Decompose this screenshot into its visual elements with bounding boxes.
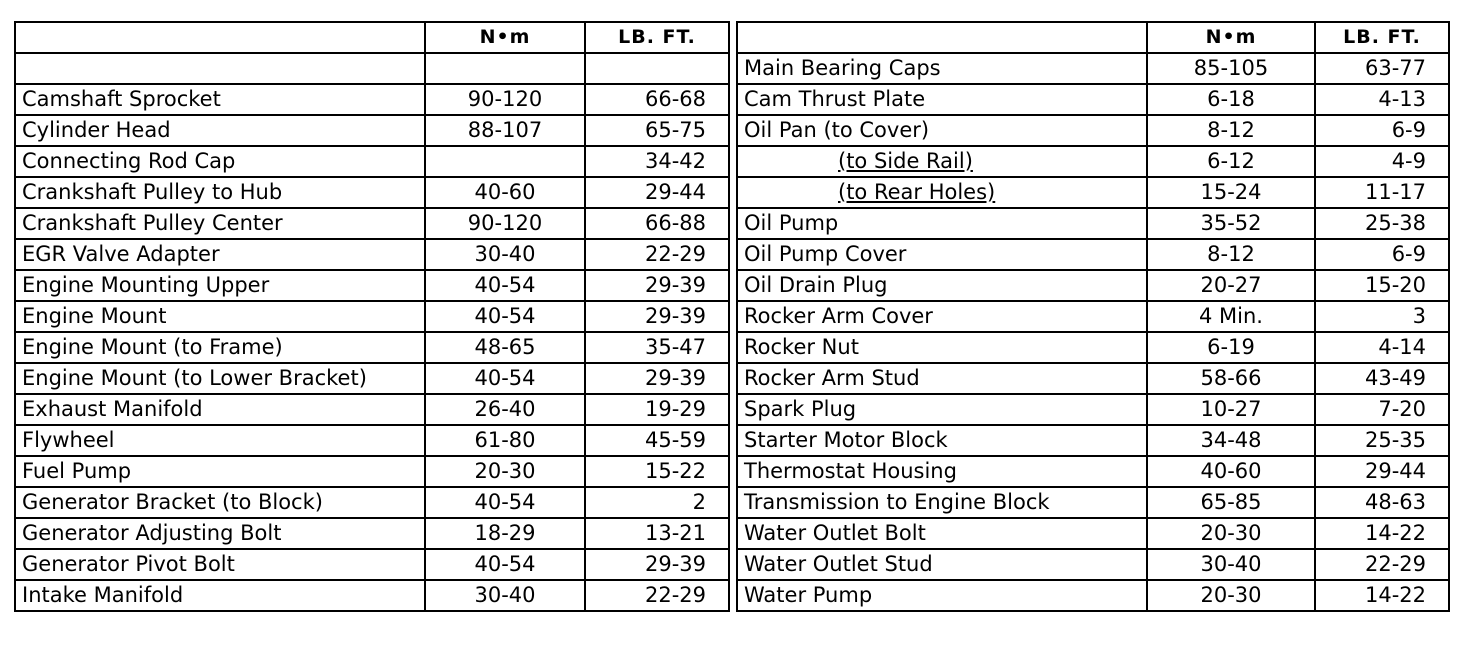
component-cell <box>15 53 425 84</box>
component-cell: Exhaust Manifold <box>15 394 425 425</box>
table-row <box>15 363 729 394</box>
component-cell: Engine Mount <box>15 301 425 332</box>
table-row <box>15 549 729 580</box>
component-cell: Intake Manifold <box>15 580 425 611</box>
lbft-cell: 4-9 <box>1315 146 1449 177</box>
lbft-cell: 66-88 <box>585 208 729 239</box>
lbft-cell: 29-44 <box>585 177 729 208</box>
lbft-cell: 6-9 <box>1315 239 1449 270</box>
table-row <box>15 177 729 208</box>
lbft-cell: 29-39 <box>585 270 729 301</box>
lbft-cell: 25-38 <box>1315 208 1449 239</box>
table-row <box>737 549 1449 580</box>
component-cell: Spark Plug <box>737 394 1147 425</box>
component-cell: Engine Mount (to Lower Bracket) <box>15 363 425 394</box>
nm-cell: 20-30 <box>425 456 585 487</box>
table-row <box>15 239 729 270</box>
lbft-cell: 29-44 <box>1315 456 1449 487</box>
lbft-header: LB. FT. <box>585 22 729 53</box>
nm-cell: 40-54 <box>425 549 585 580</box>
nm-cell: 20-30 <box>1147 518 1315 549</box>
nm-cell: 40-54 <box>425 487 585 518</box>
component-cell: EGR Valve Adapter <box>15 239 425 270</box>
lbft-cell: 6-9 <box>1315 115 1449 146</box>
table-row <box>15 84 729 115</box>
nm-cell: 40-54 <box>425 363 585 394</box>
lbft-cell: 29-39 <box>585 549 729 580</box>
nm-cell: 58-66 <box>1147 363 1315 394</box>
component-cell: Engine Mounting Upper <box>15 270 425 301</box>
nm-cell: 20-30 <box>1147 580 1315 611</box>
nm-cell: 88-107 <box>425 115 585 146</box>
component-cell: Rocker Arm Cover <box>737 301 1147 332</box>
table-row <box>737 456 1449 487</box>
lbft-cell: 2 <box>585 487 729 518</box>
lbft-cell: 19-29 <box>585 394 729 425</box>
lbft-cell: 48-63 <box>1315 487 1449 518</box>
lbft-cell: 22-29 <box>585 580 729 611</box>
table-row <box>737 146 1449 177</box>
nm-cell: 15-24 <box>1147 177 1315 208</box>
nm-cell: 20-27 <box>1147 270 1315 301</box>
component-cell: Engine Mount (to Frame) <box>15 332 425 363</box>
component-cell: Generator Bracket (to Block) <box>15 487 425 518</box>
table-row <box>15 270 729 301</box>
nm-cell: 18-29 <box>425 518 585 549</box>
lbft-cell: 4-13 <box>1315 84 1449 115</box>
nm-cell: 40-54 <box>425 270 585 301</box>
lbft-cell: 13-21 <box>585 518 729 549</box>
component-cell: Flywheel <box>15 425 425 456</box>
lbft-cell: 66-68 <box>585 84 729 115</box>
table-row <box>737 270 1449 301</box>
table-row <box>15 487 729 518</box>
component-cell: (to Rear Holes) <box>737 177 1147 208</box>
table-row <box>15 425 729 456</box>
table-row <box>15 146 729 177</box>
component-cell: Rocker Arm Stud <box>737 363 1147 394</box>
torque-table-left <box>14 21 730 612</box>
table-row <box>15 394 729 425</box>
table-row <box>15 456 729 487</box>
lbft-cell: 34-42 <box>585 146 729 177</box>
table-row <box>737 487 1449 518</box>
component-cell: Oil Drain Plug <box>737 270 1147 301</box>
nm-cell: 65-85 <box>1147 487 1315 518</box>
table-row <box>15 208 729 239</box>
table-row <box>737 425 1449 456</box>
table-row <box>15 518 729 549</box>
component-cell: Water Outlet Bolt <box>737 518 1147 549</box>
component-cell: Generator Adjusting Bolt <box>15 518 425 549</box>
nm-cell: 30-40 <box>1147 549 1315 580</box>
component-cell: Water Outlet Stud <box>737 549 1147 580</box>
nm-cell: 10-27 <box>1147 394 1315 425</box>
nm-cell: 90-120 <box>425 84 585 115</box>
nm-cell: 34-48 <box>1147 425 1315 456</box>
component-cell: Rocker Nut <box>737 332 1147 363</box>
nm-cell: 40-60 <box>1147 456 1315 487</box>
torque-table-right <box>736 21 1450 612</box>
lbft-cell: 29-39 <box>585 301 729 332</box>
table-row <box>737 363 1449 394</box>
right-table-body <box>737 53 1449 611</box>
nm-cell: 8-12 <box>1147 239 1315 270</box>
nm-cell: 48-65 <box>425 332 585 363</box>
header-row <box>15 22 729 53</box>
nm-cell <box>425 53 585 84</box>
nm-header: N•m <box>1147 22 1315 53</box>
lbft-header: LB. FT. <box>1315 22 1449 53</box>
nm-cell: 90-120 <box>425 208 585 239</box>
component-header <box>737 22 1147 53</box>
table-row <box>737 394 1449 425</box>
nm-cell: 61-80 <box>425 425 585 456</box>
component-cell: Starter Motor Block <box>737 425 1147 456</box>
table-row <box>737 518 1449 549</box>
table-row <box>15 332 729 363</box>
nm-cell: 6-19 <box>1147 332 1315 363</box>
component-cell: Oil Pan (to Cover) <box>737 115 1147 146</box>
table-row <box>15 115 729 146</box>
table-row <box>737 239 1449 270</box>
lbft-cell: 11-17 <box>1315 177 1449 208</box>
component-cell: Camshaft Sprocket <box>15 84 425 115</box>
table-row <box>737 301 1449 332</box>
component-cell: Generator Pivot Bolt <box>15 549 425 580</box>
nm-cell: 8-12 <box>1147 115 1315 146</box>
lbft-cell: 14-22 <box>1315 580 1449 611</box>
table-row <box>15 301 729 332</box>
component-cell: Water Pump <box>737 580 1147 611</box>
nm-cell: 35-52 <box>1147 208 1315 239</box>
lbft-cell: 14-22 <box>1315 518 1449 549</box>
nm-header: N•m <box>425 22 585 53</box>
lbft-cell <box>585 53 729 84</box>
nm-cell <box>425 146 585 177</box>
lbft-cell: 15-22 <box>585 456 729 487</box>
component-cell: (to Side Rail) <box>737 146 1147 177</box>
nm-cell: 85-105 <box>1147 53 1315 84</box>
table-row <box>737 177 1449 208</box>
nm-cell: 26-40 <box>425 394 585 425</box>
nm-cell: 6-12 <box>1147 146 1315 177</box>
table-row <box>737 208 1449 239</box>
component-cell: Oil Pump Cover <box>737 239 1147 270</box>
component-cell: Main Bearing Caps <box>737 53 1147 84</box>
lbft-cell: 15-20 <box>1315 270 1449 301</box>
table-row <box>737 53 1449 84</box>
lbft-cell: 22-29 <box>1315 549 1449 580</box>
nm-cell: 40-54 <box>425 301 585 332</box>
lbft-cell: 43-49 <box>1315 363 1449 394</box>
nm-cell: 30-40 <box>425 580 585 611</box>
component-cell: Crankshaft Pulley to Hub <box>15 177 425 208</box>
component-cell: Oil Pump <box>737 208 1147 239</box>
nm-cell: 40-60 <box>425 177 585 208</box>
component-cell: Cylinder Head <box>15 115 425 146</box>
nm-cell: 4 Min. <box>1147 301 1315 332</box>
table-row <box>737 84 1449 115</box>
lbft-cell: 29-39 <box>585 363 729 394</box>
lbft-cell: 25-35 <box>1315 425 1449 456</box>
lbft-cell: 4-14 <box>1315 332 1449 363</box>
component-cell: Thermostat Housing <box>737 456 1147 487</box>
lbft-cell: 3 <box>1315 301 1449 332</box>
component-cell: Crankshaft Pulley Center <box>15 208 425 239</box>
lbft-cell: 65-75 <box>585 115 729 146</box>
component-cell: Cam Thrust Plate <box>737 84 1147 115</box>
component-cell: Connecting Rod Cap <box>15 146 425 177</box>
lbft-cell: 22-29 <box>585 239 729 270</box>
component-header <box>15 22 425 53</box>
table-row <box>15 53 729 84</box>
table-row <box>15 580 729 611</box>
component-cell: Fuel Pump <box>15 456 425 487</box>
lbft-cell: 7-20 <box>1315 394 1449 425</box>
component-cell: Transmission to Engine Block <box>737 487 1147 518</box>
table-row <box>737 580 1449 611</box>
left-table-body <box>15 53 729 611</box>
lbft-cell: 35-47 <box>585 332 729 363</box>
nm-cell: 30-40 <box>425 239 585 270</box>
header-row <box>737 22 1449 53</box>
nm-cell: 6-18 <box>1147 84 1315 115</box>
lbft-cell: 45-59 <box>585 425 729 456</box>
lbft-cell: 63-77 <box>1315 53 1449 84</box>
table-row <box>737 332 1449 363</box>
table-row <box>737 115 1449 146</box>
